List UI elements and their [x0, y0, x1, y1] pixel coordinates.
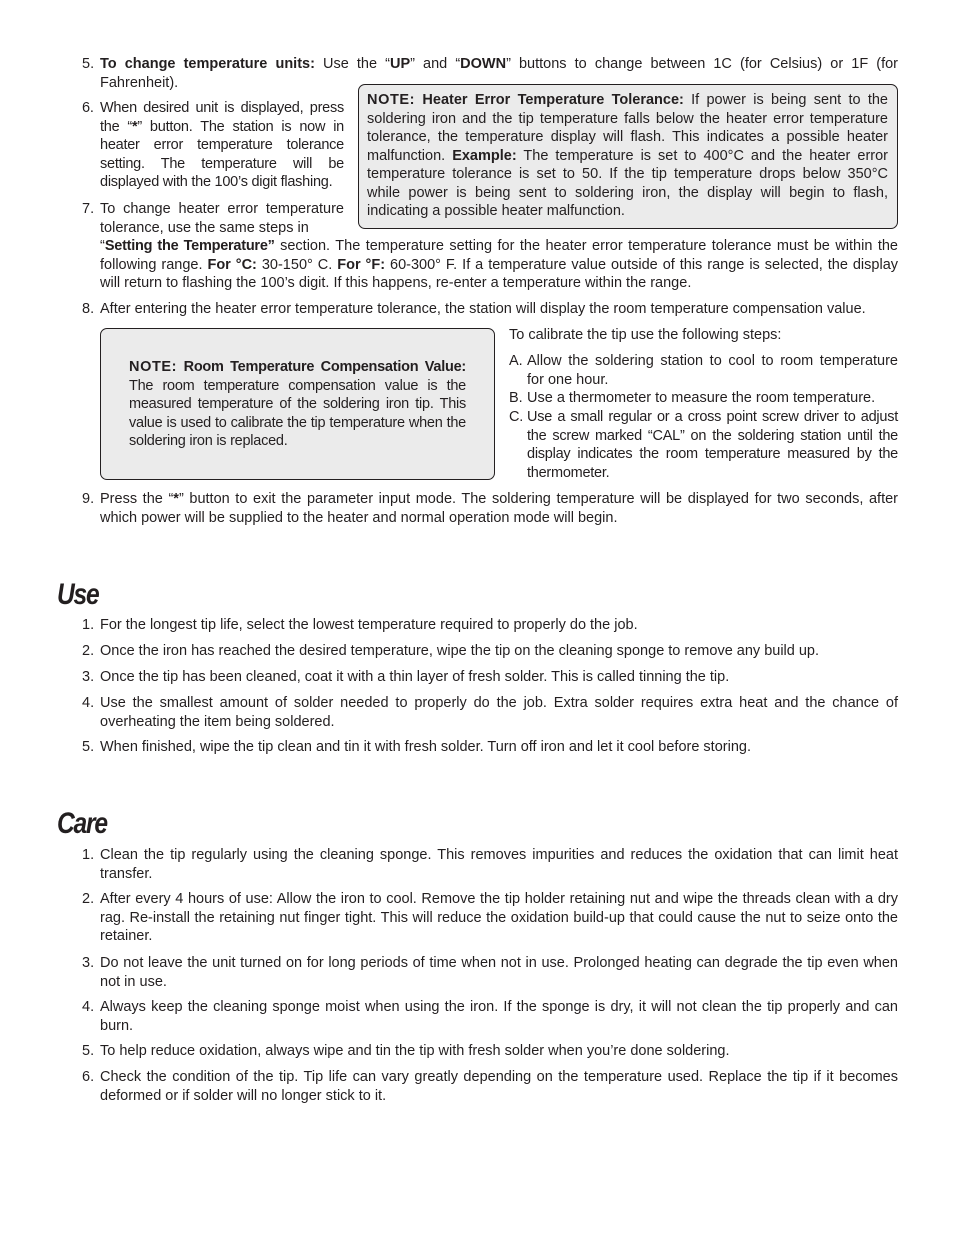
use-item-1: 1. For the longest tip life, select the lowest temperature required to properly do the job.: [82, 617, 638, 633]
up-button-ref: UP: [389, 56, 411, 72]
step-number: 6.: [82, 100, 94, 116]
care-item-6: 6. Check the condition of the tip. Tip life can vary greatly depending on the temperature used. Replace the tip if it becomes deformed or if solder will no longer stick to it.: [82, 1069, 898, 1104]
care-item-4: 4. Always keep the cleaning sponge moist when using the iron. If the sponge is dry, it will not clean the tip properly and can burn.: [82, 999, 898, 1034]
use-item-4: 4. Use the smallest amount of solder needed to properly do the job. Extra solder requires extra heat and the chance of overheating the item being soldered.: [82, 695, 898, 730]
calibrate-step-b: B. Use a thermometer to measure the room temperature.: [509, 390, 876, 406]
use-item-3: 3. Once the tip has been cleaned, coat it with a thin layer of fresh solder. This is called tinning the tip.: [82, 669, 730, 685]
note-label: NOTE:: [367, 92, 416, 108]
param-step-9: 9. Press the “*” button to exit the parameter input mode. The soldering temperature will be displayed for two seconds, after which power will be supplied to the heater and normal operation mode will begin.: [82, 491, 898, 526]
down-button-ref: DOWN: [460, 56, 507, 72]
param-step-5: 5. To change temperature units: Use the “UP” and “DOWN” buttons to change between 1C (for Celsius) or 1F (for Fahrenheit).: [82, 56, 899, 91]
section-heading-use: Use: [57, 578, 99, 611]
note-room-temperature-compensation: NOTE: Room Temperature Compensation Value: The room temperature compensation value is the measured temperature of the soldering iron tip. This value is used to calibrate the tip temperature when the soldering iron is replaced.: [100, 328, 495, 480]
use-item-5: 5. When finished, wipe the tip clean and tin it with fresh solder. Turn off iron and let it cool before storing.: [82, 739, 751, 755]
note-label: NOTE:: [129, 359, 178, 375]
calibrate-step-a: A. Allow the soldering station to cool to room temperature for one hour.: [509, 353, 898, 388]
step-lead: To change temperature units:: [100, 56, 315, 72]
care-item-5: 5. To help reduce oxidation, always wipe and tin the tip with fresh solder when you’re done soldering.: [82, 1043, 730, 1059]
note-heater-error-tolerance: NOTE: Heater Error Temperature Tolerance: If power is being sent to the soldering iron and the tip temperature falls below the heater error temperature tolerance, the temperature display will flash. This indicates a possible heater malfunction. Example: The temperature is set to 400°C and the heater error temperature tolerance is set to 50. If the tip temperature drops below 350°C while power is being sent to soldering iron, the display will begin to flash, indicating a possible heater malfunction.: [358, 84, 898, 229]
care-item-2: 2. After every 4 hours of use: Allow the iron to cool. Remove the tip holder retaining nut and wipe the threads clean with a dry rag. Re-install the retaining nut finger tight. This will reduce the oxidation build-up that could cause the nut to seize onto the retainer.: [82, 891, 898, 944]
star-button-ref: *: [131, 118, 138, 135]
example-label: Example:: [452, 147, 517, 164]
step-number: 8.: [82, 301, 95, 317]
param-step-8: 8. After entering the heater error temperature tolerance, the station will display the room temperature compensation value.: [82, 301, 866, 317]
note-title: Heater Error Temperature Tolerance:: [422, 92, 684, 108]
calibrate-step-c: C. Use a small regular or a cross point screw driver to adjust the screw marked “CAL” on the soldering station until the display indicates the room temperature measured by the thermometer.: [509, 409, 898, 481]
param-step-7-continued: “Setting the Temperature” section. The temperature setting for the heater error temperature tolerance must be within the following range. For °C: 30-150° C. For °F: 60-300° F. If a temperature value outside of this range is selected, the display will return to flashing the 100’s digit. If this happens, re-enter a temperature within the range.: [100, 238, 899, 291]
note-title: Room Temperature Compensation Value:: [183, 359, 467, 375]
param-step-7-start: 7. To change heater error temperature tolerance, use the same steps in: [82, 201, 344, 236]
section-heading-care: Care: [57, 807, 107, 840]
param-step-6: 6. When desired unit is displayed, press the “*” button. The station is now in heater error temperature tolerance setting. The temperature will be displayed with the 100’s digit flashing.: [82, 100, 344, 190]
use-item-2: 2. Once the iron has reached the desired temperature, wipe the tip on the cleaning sponge to remove any build up.: [82, 643, 820, 659]
calibrate-intro: To calibrate the tip use the following steps:: [509, 327, 782, 343]
section-ref: Setting the Temperature”: [104, 238, 275, 254]
star-button-ref: *: [173, 491, 179, 507]
care-item-1: 1. Clean the tip regularly using the cleaning sponge. This removes impurities and reduces the oxidation that can limit heat transfer.: [82, 847, 898, 882]
care-item-3: 3. Do not leave the unit turned on for long periods of time when not in use. Prolonged heating can degrade the tip even when not in use.: [82, 955, 898, 990]
step-number: 5.: [82, 56, 95, 72]
step-number: 9.: [82, 491, 95, 507]
step-number: 7.: [82, 201, 95, 217]
